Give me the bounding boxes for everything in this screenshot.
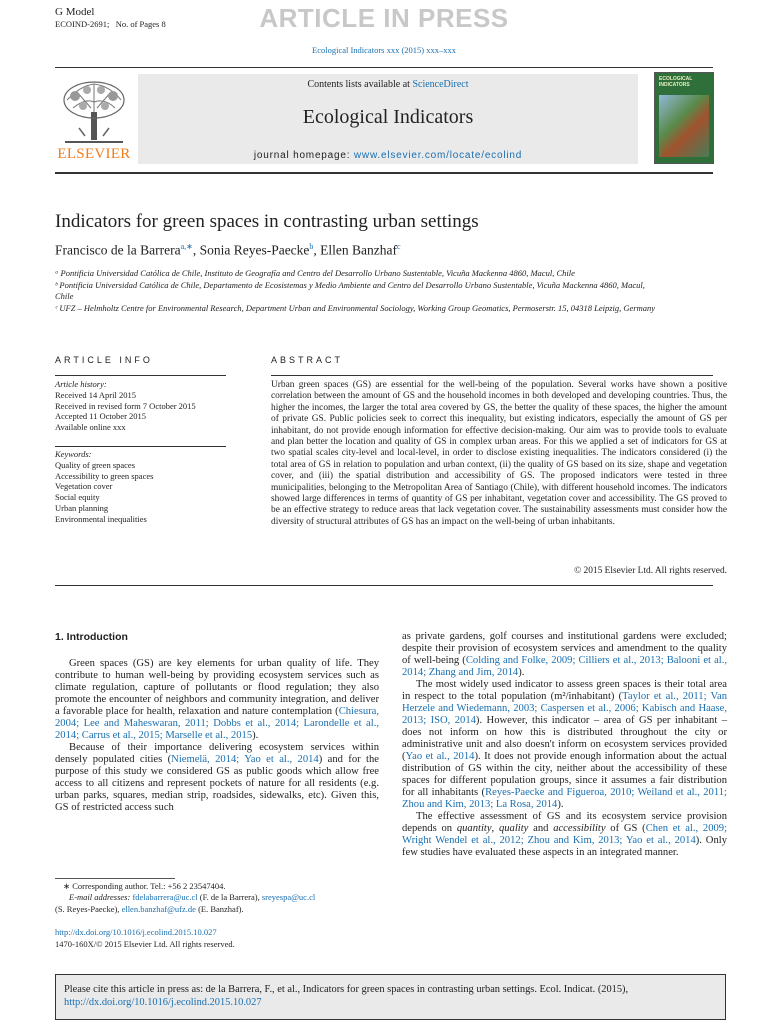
affiliation-c: ᶜ UFZ – Helmholtz Centre for Environmental Research, Department Urban and Environmental Sociology, Working Group Geomatics, Permoserstr. 15, 04318 Leipzig, Germany xyxy=(55,302,656,313)
text-run: ). xyxy=(557,799,564,810)
email-owner: (F. de la Barrera), xyxy=(197,892,262,903)
text-run: , xyxy=(491,823,499,834)
text-run: quantity xyxy=(456,823,492,834)
article-info-heading: ARTICLE INFO xyxy=(55,355,153,365)
text-run: and xyxy=(528,823,554,834)
text-run: ). It does not provide enough information about the actual distribution of GS within the city, neither about the accessibility of these spaces for different population groups, since it assumes a fair distribution for all inhabitants ( xyxy=(402,751,727,798)
paragraph xyxy=(55,742,379,814)
ecoind-id: ECOIND-2691; xyxy=(55,19,110,29)
cover-photo xyxy=(659,95,709,157)
doi-link[interactable]: http://dx.doi.org/10.1016/j.ecolind.2015.10.027 xyxy=(55,927,217,937)
affiliation-b: ᵇ Pontificia Universidad Católica de Chile, Departamento de Ecosistemas y Medio Ambiente and Centro del Desarrollo Urbano Sustentable, Vicuña Mackenna 4860, Macul, Chile xyxy=(55,279,645,301)
email-link[interactable]: ellen.banzhaf@ufz.de xyxy=(121,903,196,914)
history-item: Received 14 April 2015 xyxy=(55,389,136,400)
email-owner: (E. Banzhaf). xyxy=(195,903,244,914)
email-link[interactable]: sreyespa@uc.cl xyxy=(261,892,316,903)
citation-link[interactable]: Reyes-Paecke and Figueroa, 2010; Weiland et al., 2011; Zhou and Kim, 2013; La Rosa, 2014 xyxy=(402,787,727,810)
keywords-label: Keywords: xyxy=(55,449,92,459)
text-run: ). However, this indicator – area of GS per inhabitant – does not inform on how this is distributed throughout the city or administrative unit and also doesn't inform on ecosystem services provided ( xyxy=(402,715,727,762)
article-history xyxy=(55,379,230,433)
elsevier-wordmark: ELSEVIER xyxy=(57,146,131,162)
keyword-item: Vegetation cover xyxy=(55,481,113,492)
body-column-right xyxy=(402,631,727,859)
abstract-heading: ABSTRACT xyxy=(271,355,344,365)
footnote xyxy=(55,881,385,915)
homepage-prefix: journal homepage: xyxy=(253,150,354,161)
elsevier-tree-icon xyxy=(55,78,133,144)
paragraph xyxy=(402,679,727,811)
email-line xyxy=(55,892,385,903)
author-superscript[interactable]: b xyxy=(309,242,314,251)
header-rule xyxy=(55,67,713,68)
email-label: E-mail addresses: xyxy=(69,892,133,903)
author-superscript[interactable]: a,∗ xyxy=(180,242,193,251)
text-run: ) and for the purpose of this study we considered GS as public goods which allow free access to all citizens and represent pockets of nature for all residents (e.g. urban parks, squares, median strip, roadsides, sidewalks, etc). Given this, GS of restricted access such xyxy=(55,754,379,813)
cite-doi-link[interactable]: http://dx.doi.org/10.1016/j.ecolind.2015.10.027 xyxy=(64,997,262,1008)
paragraph xyxy=(55,658,379,742)
text-run: as private gardens, golf courses and institutional gardens were excluded; despite their provision of ecosystem services and amendment to the quality of well-being ( xyxy=(402,631,727,666)
corresponding-author: ∗ Corresponding author. Tel.: +56 2 23547404. xyxy=(63,881,226,891)
text-run: The effective assessment of GS and its ecosystem service provision depends on xyxy=(402,811,727,834)
citation-link[interactable]: Chen et al., 2009; Wright Wendel et al., 2012; Zhou and Kim, 2013; Yao et al., 2014 xyxy=(402,823,728,846)
keyword-item: Environmental inequalities xyxy=(55,513,147,524)
cite-text: Please cite this article in press as: de la Barrera, F., et al., Indicators for green spaces in contrasting urban settings. Ecol. Indicat. (2015), xyxy=(64,984,629,995)
text-run: Because of their importance delivering ecosystem services within densely populated cities ( xyxy=(55,742,379,765)
citation-link[interactable]: Yao et al., 2014 xyxy=(405,751,475,762)
journal-homepage xyxy=(138,150,638,161)
article-in-press-banner: ARTICLE IN PRESS xyxy=(259,3,509,33)
citation-link[interactable]: Chiesura, 2004; Lee and Maheswaran, 2011; Dobbs et al., 2014; Larondelle et al., 2014; Carrus et al., 2015; Marselle et al., 2015 xyxy=(55,706,379,741)
citation-link[interactable]: Colding and Folke, 2009; Cilliers et al., 2013; Balooni et al., 2014; Zhang and Jim, 2014 xyxy=(402,655,728,678)
contents-prefix: Contents lists available at xyxy=(307,79,413,90)
abstract-text: Urban green spaces (GS) are essential for the well-being of the population. Several works have shown a positive correlation between the amount of GS and the household incomes in both developed and developing countries. Thus, the higher the incomes, the larger the total area covered by GS, the better the quality of these spaces, the higher the amount of private GS. Public policies seek to correct this inequality, but existing indicators, especially the amount of GS per inhabitant, do not provide enough information for effective decision-making. Our aim was to provide tools to evaluate and plan better the location and quality of GS in complex urban areas. For this we applied a set of indicators for GS at two spatial scales city-level and local-level, in order to disclose existing inequalities. The indicators considered (i) the total area of GS in relation to population and urban context, (ii) the quality of GS based on its size, shape and vegetation cover, and (iii) the spatial distribution and accessibility of GS. The proposed indicators were tested in three municipalities, belonging to the Metropolitan Area of Santiago (Chile), with different household incomes. The indicators showed large differences in terms of quantity of GS per inhabitant, vegetation cover and accessibility. The GS proved to be an effective strategy to reduce areas that lack vegetation cover. The sustainability assessments must consider how the diversity of structural attributes of GS has an impact on the well-being of urban inhabitants. xyxy=(271,380,727,527)
text-run: The most widely used indicator to assess green spaces is their total area in respect to the total population (m²/inhabitant) ( xyxy=(402,679,727,702)
text-run: ). xyxy=(252,730,259,741)
page-count: No. of Pages 8 xyxy=(115,19,166,29)
abstract-bottom-rule xyxy=(55,585,713,586)
text-run: ). xyxy=(518,667,525,678)
keywords xyxy=(55,449,230,525)
author-list: Francisco de la Barrera$^{a,∗}$, Sonia Reyes-Paecke$^b$, Ellen Banzhaf$^c$ xyxy=(55,242,401,258)
email-link[interactable]: fdelabarrera@uc.cl xyxy=(132,892,198,903)
history-item: Received in revised form 7 October 2015 xyxy=(55,400,196,411)
footnote-rule xyxy=(55,878,175,879)
article-info-rule xyxy=(55,375,226,376)
sciencedirect-link[interactable]: ScienceDirect xyxy=(412,79,469,90)
author-name: Francisco de la Barrera xyxy=(55,242,181,258)
cite-this-article-box xyxy=(55,974,726,1020)
citation-link[interactable]: Niemelä, 2014; Yao et al., 2014 xyxy=(171,754,319,765)
author-name: Ellen Banzhaf xyxy=(320,242,398,258)
header-thick-rule xyxy=(55,172,713,174)
cover-title: ECOLOGICAL INDICATORS xyxy=(659,76,693,88)
history-item: Available online xxx xyxy=(55,422,126,433)
affiliation-a: ᵃ Pontificia Universidad Católica de Chile, Instituto de Geografía and Centro del Desarrollo Urbano Sustentable, Vicuña Mackenna 4860, Macul, Chile xyxy=(55,268,575,278)
paragraph xyxy=(402,811,727,859)
abstract-rule xyxy=(271,375,713,376)
affiliations xyxy=(55,268,655,314)
contents-line xyxy=(138,79,638,90)
citation-link[interactable]: Taylor et al., 2011; Van Herzele and Wiedemann, 2003; Caspersen et al., 2006; Kabisch and Haase, 2013; ISO, 2014 xyxy=(402,691,727,726)
homepage-link[interactable]: www.elsevier.com/locate/ecolind xyxy=(353,150,523,161)
author-superscript[interactable]: c xyxy=(397,242,401,251)
elsevier-logo xyxy=(55,78,133,164)
journal-cover-image xyxy=(654,72,714,164)
journal-name: Ecological Indicators xyxy=(302,106,474,128)
text-run: quality xyxy=(498,823,529,834)
doi-block xyxy=(55,927,235,950)
history-label: Article history: xyxy=(55,379,107,389)
keyword-item: Quality of green spaces xyxy=(55,459,136,470)
keyword-item: Social equity xyxy=(55,492,100,503)
issn-line: 1470-160X/© 2015 Elsevier Ltd. All rights reserved. xyxy=(55,938,235,949)
text-run: of GS ( xyxy=(605,823,646,834)
body-column-left xyxy=(55,658,379,814)
author-name: Sonia Reyes-Paecke xyxy=(199,242,310,258)
text-run: ). Only few studies have evaluated these aspects in an integrated manner. xyxy=(402,835,727,858)
keyword-item: Accessibility to green spaces xyxy=(55,470,154,481)
journal-header-box xyxy=(138,74,638,164)
journal-citation-line[interactable]: Ecological Indicators xxx (2015) xxx–xxx xyxy=(312,45,456,55)
keywords-rule xyxy=(55,446,226,447)
introduction-heading: 1. Introduction xyxy=(55,631,128,643)
copyright-line: © 2015 Elsevier Ltd. All rights reserved. xyxy=(574,566,727,576)
email-line xyxy=(55,904,385,915)
g-model-text: G Model xyxy=(55,6,95,18)
article-title: Indicators for green spaces in contrasting urban settings xyxy=(55,211,479,232)
history-item: Accepted 11 October 2015 xyxy=(55,411,147,422)
text-run: Green spaces (GS) are key elements for urban quality of life. They contribute to human well-being by providing ecosystem services such as climate regulation, capture of pollutants or flood regulation; they also promote the encounter of neighbors and community integration, and deliver a favorable place for health, relaxation and nature contemplation ( xyxy=(55,658,379,717)
keyword-item: Urban planning xyxy=(55,502,109,513)
paragraph xyxy=(402,631,727,679)
email-owner: (S. Reyes-Paecke), xyxy=(55,903,122,914)
text-run: accessibility xyxy=(553,823,606,834)
